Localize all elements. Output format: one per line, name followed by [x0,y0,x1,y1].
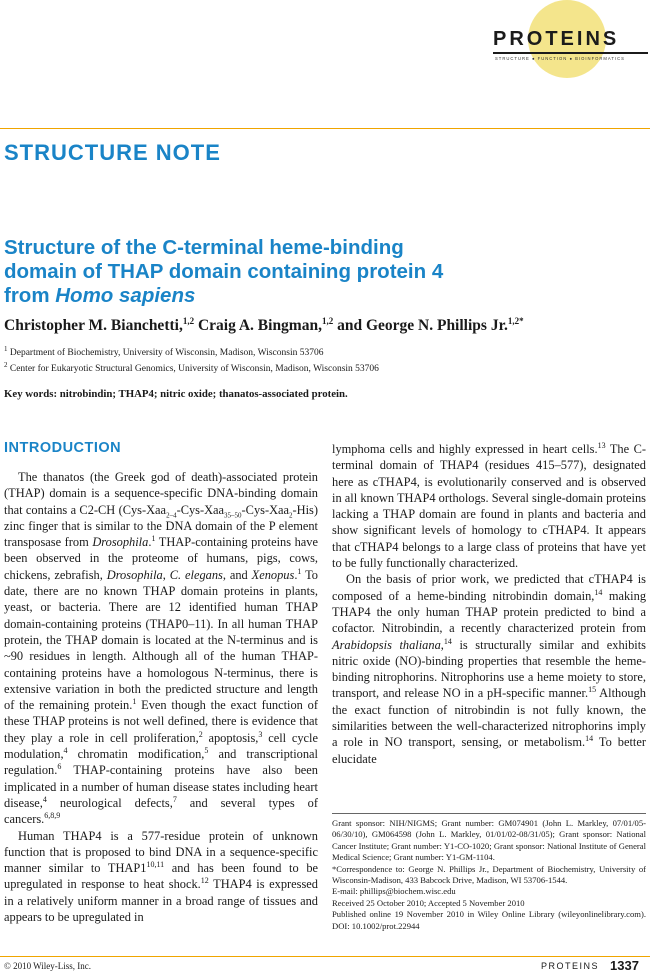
affiliation-2: $^2$ Center for Eukaryotic Structural Genomics, University of Wisconsin, Madison, Wisconsin 53706 [4,361,379,375]
right-column [332,441,646,767]
article-title [4,236,644,308]
left-column [4,469,318,925]
affiliation-1: $^1$ Department of Biochemistry, University of Wisconsin, Madison, Wisconsin 53706 [4,345,324,359]
grant-info: Grant sponsor: NIH/NIGMS; Grant number: GM074901 (John L. Markley, 07/01/05-06/30/10), GM064598 (John L. Markley, 01/01/02-08/31/05); Grant sponsor: National Cancer Institute; Grant number: Y1-CO-1020; Grant sponsor: National Institute of General Medical Science; Grant number: Y1-GM-1104. [332,818,646,863]
paragraph: lymphoma cells and highly expressed in heart cells.$^{13}$ The C-terminal domain of THAP4 (residues 415–577), designated here as cTHAP4, is evolutionarily conserved and is observed in all known THAP4 orthologs. Several single-domain proteins lacking a THAP domain are found in plants and bacteria and show significant levels of homology to cTHAP4. It appears that cTHAP4 belongs to a large class of proteins that have yet to be fully functionally characterized. [332,440,646,571]
footer-rule [0,956,650,957]
author-list: Christopher M. Bianchetti,$^{1,2}$ Craig A. Bingman,$^{1,2}$ and George N. Phillips Jr.$^{1,2*}$ [4,316,524,335]
page-number: 1337 [610,958,639,973]
dates: Received 25 October 2010; Accepted 5 November 2010 [332,897,525,908]
header-rule [0,128,650,129]
footer-journal: PROTEINS [541,961,600,971]
section-heading: STRUCTURE NOTE [4,140,221,165]
footnote-divider [332,813,646,814]
paragraph: Human THAP4 is a 577-residue protein of unknown function that is proposed to bind DNA in a sequence-specific manner similar to THAP1$^{10,11}$ and has been found to be upregulated in response to heat shock.$^{12}$ THAP4 is expressed in a relatively uniform manner in a broad range of tissues and appears to be upregulated in [4,828,319,925]
paragraph: The thanatos (the Greek god of death)-associated protein (THAP) domain is a sequence-specific DNA-binding domain that contains a C2-CH (Cys-Xaa$_{2-4}$-Cys-Xaa$_{35-50}$-Cys-Xaa$_2$-His) zinc finger that is similar to the DNA domain of the P element transposase from Drosophila.$^1$ THAP-containing proteins have been observed in the proteome of humans, pigs, cows, chickens, zebrafish, Drosophila, C. elegans, and Xenopus.$^1$ To date, there are no known THAP domain proteins in plants, yeast, or bacteria. There are 12 identified human THAP domain-containing proteins (THAP0–11). In all human THAP protein, the THAP domain is located at the N-terminus and is ~90 residues in length. Although all of the human THAP-containing proteins have a homologous N-terminus, there is extensive variation in both the predicted structure and length of the remaining protein.$^1$ Even though the exact function of these THAP proteins is not well defined, there is evidence that they play a role in cell proliferation,$^2$ apoptosis,$^3$ cell cycle modulation,$^4$ chromatin modification,$^5$ and transcriptional regulation.$^6$ THAP-containing proteins have also been implicated in a number of human disease states including heart disease,$^4$ neurological defects,$^7$ and several types of cancers.$^{6,8,9}$ [4,470,319,827]
paragraph: On the basis of prior work, we predicted that cTHAP4 is composed of a heme-binding nitrobindin domain,$^{14}$ making THAP4 the only human THAP protein predicted to bind a cofactor. Nitrobindin, a recently characterized protein from Arabidopsis thaliana,$^{14}$ is structurally similar and exhibits nitric oxide (NO)-binding properties that resemble the heme-binding nitrophorins. Nitrophorins use a heme moiety to store, transport, and release NO in a pH-specific manner.$^{15}$ Although the exact function of nitrobindin is not fully known, the similarities between the well-characterized nitrophorins imply a role in NO transport, sensing, or metabolism.$^{14}$ To better elucidate [332,572,647,766]
keywords: Key words: nitrobindin; THAP4; nitric oxide; thanatos-associated protein. [4,388,348,400]
correspondence: *Correspondence to: George N. Phillips Jr., Department of Biochemistry, University of Wisconsin-Madison, 433 Babcock Drive, Madison, WI 53706-1544. [332,863,646,886]
introduction-heading: INTRODUCTION [4,440,122,456]
publication-info: Published online 19 November 2010 in Wiley Online Library (wileyonlinelibrary.com). DOI: 10.1002/prot.22944 [332,909,646,931]
logo-divider [493,52,648,54]
title-line-2: domain of THAP domain containing protein 4 [4,260,444,283]
species-name: Homo sapiens [55,284,196,307]
email: E-mail: phillips@biochem.wisc.edu [332,886,456,897]
title-line-3: from Homo sapiens [4,284,196,307]
journal-logo: PROTEINS [493,28,620,50]
title-line-1: Structure of the C-terminal heme-binding [4,236,404,259]
footnotes [332,818,646,932]
journal-tagline: STRUCTURE ● FUNCTION ● BIOINFORMATICS [495,56,625,61]
copyright: © 2010 Wiley-Liss, Inc. [4,961,92,971]
